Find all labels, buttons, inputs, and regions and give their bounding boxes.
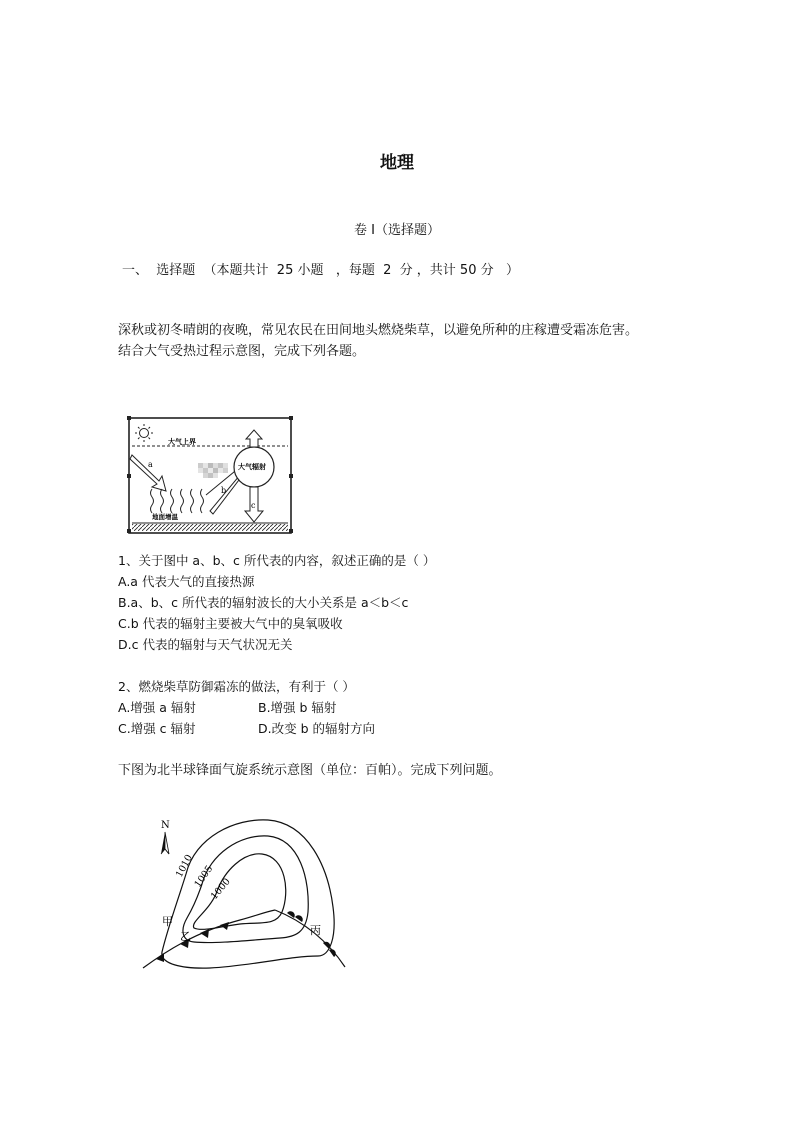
ground-hatch — [132, 524, 288, 531]
north-label: N — [161, 820, 170, 831]
section-heading: 一、 选择题 （本题共计 25 小题 ，每题 2 分 ，共计 50 分 ） — [122, 263, 520, 278]
question-2-option-a: A.增强 a 辐射 — [118, 700, 196, 715]
north-arrow-icon — [161, 820, 170, 854]
label-jia: 甲 — [162, 915, 173, 928]
intro-line-1: 深秋或初冬晴朗的夜晚，常见农民在田间地头燃烧柴草，以避免所种的庄稼遭受霜冻危害。 — [118, 323, 639, 338]
question-1-option-b: B.a、b、c 所代表的辐射波长的大小关系是 a＜b＜c — [118, 595, 409, 610]
frontal-cyclone-svg — [140, 812, 350, 980]
frontal-cyclone-diagram — [140, 812, 350, 980]
label-bing: 丙 — [310, 924, 321, 937]
question-2-option-d: D.改变 b 的辐射方向 — [258, 721, 375, 736]
atmosphere-heating-svg — [126, 415, 294, 535]
question-2-option-c: C.增强 c 辐射 — [118, 721, 196, 736]
question-2-option-b: B.增强 b 辐射 — [258, 700, 337, 715]
atmosphere-radiation-label: 大气辐射 — [238, 462, 266, 471]
volume-heading: 卷 I（选择题） — [354, 223, 440, 238]
isobar-label-1005: 1005 — [192, 863, 216, 890]
upper-atmosphere-label: 大气上界 — [168, 437, 196, 446]
isobar-label-1000: 1000 — [208, 876, 233, 902]
question-1-stem: 1、关于图中 a、b、c 所代表的内容，叙述正确的是（ ） — [118, 553, 436, 568]
atmosphere-heating-diagram — [126, 415, 294, 535]
ground-warming-label: 地面增温 — [152, 513, 178, 521]
label-yi: 乙 — [180, 930, 191, 943]
intro-line-2: 结合大气受热过程示意图，完成下列各题。 — [118, 344, 366, 359]
question-2-stem: 2、燃烧柴草防御霜冻的做法，有利于（ ） — [118, 679, 355, 694]
question-1-option-d: D.c 代表的辐射与天气状况无关 — [118, 637, 293, 652]
page-title: 地理 — [380, 153, 414, 173]
label-a: a — [148, 460, 153, 469]
isobar-label-1010: 1010 — [173, 852, 196, 880]
label-c: c — [251, 501, 256, 510]
label-b: b — [221, 486, 227, 495]
question-1-option-a: A.a 代表大气的直接热源 — [118, 574, 255, 589]
intro-2: 下图为北半球锋面气旋系统示意图（单位：百帕）。完成下列问题。 — [118, 763, 502, 778]
question-1-option-c: C.b 代表的辐射主要被大气中的臭氧吸收 — [118, 616, 343, 631]
